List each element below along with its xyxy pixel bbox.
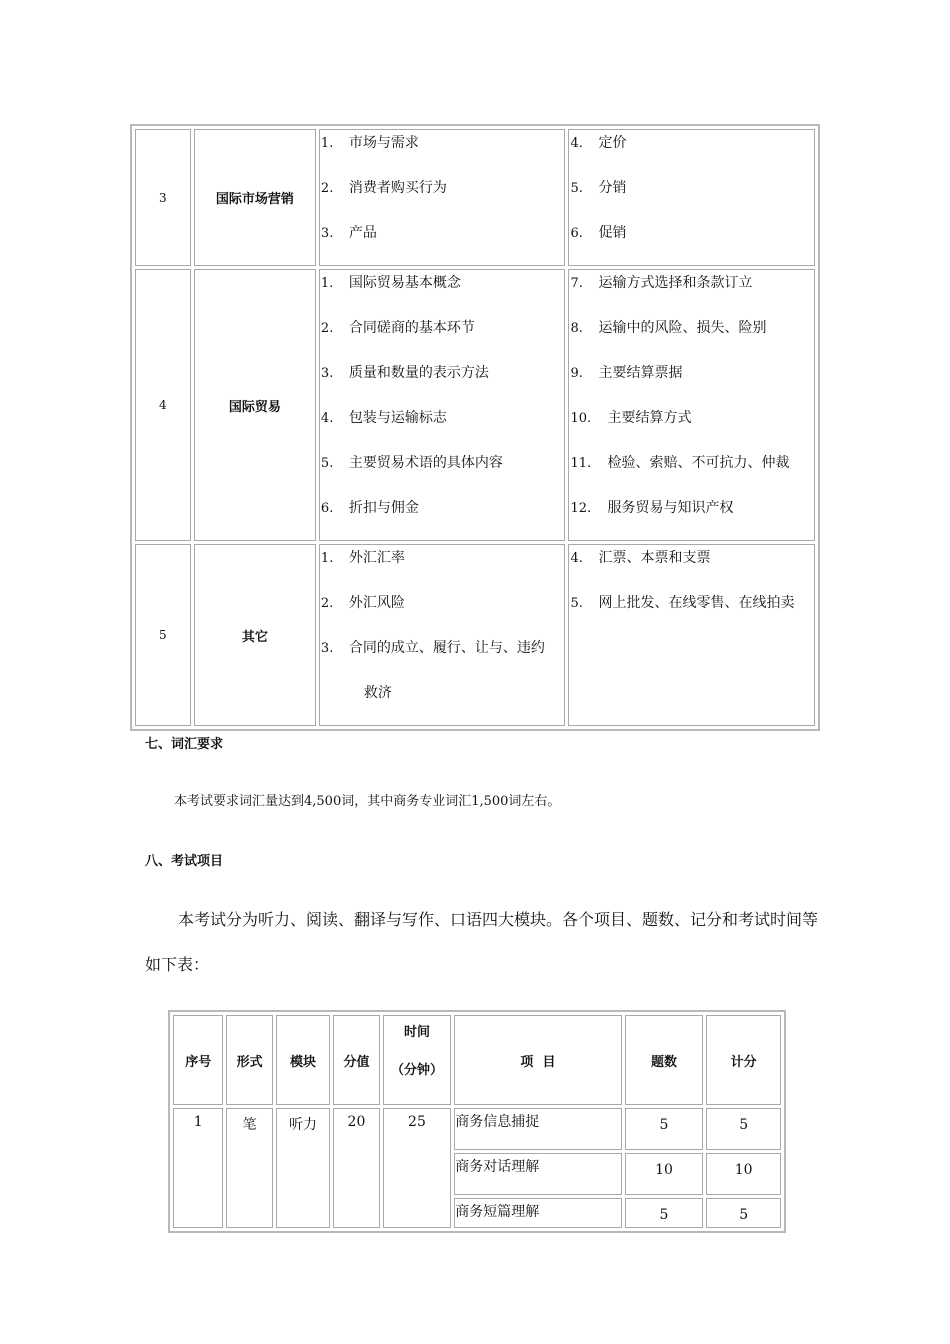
topic-item	[320, 545, 565, 590]
topic-text: 折扣与佣金	[348, 500, 419, 516]
topic-item	[569, 175, 814, 220]
syllabus-topics-right	[568, 129, 815, 266]
topic-text: 市场与需求	[348, 135, 419, 151]
exam-time-cell: 25	[383, 1108, 452, 1228]
exam-project-cell: 商务短篇理解	[454, 1198, 621, 1228]
syllabus-index-cell: 3	[135, 129, 191, 266]
topic-text: 主要结算方式	[607, 410, 692, 426]
syllabus-table	[130, 124, 820, 731]
exam-header-row	[173, 1015, 781, 1105]
topic-text: 包装与运输标志	[348, 410, 447, 426]
topic-text: 合同的成立、履行、让与、违约	[348, 640, 545, 656]
topic-item	[569, 220, 814, 265]
topic-text: 产品	[348, 225, 377, 241]
topic-item	[569, 450, 814, 495]
syllabus-topics-left	[319, 129, 566, 266]
exam-table	[168, 1010, 786, 1233]
header-time	[383, 1015, 452, 1105]
topic-number: 3.	[320, 366, 334, 381]
exam-project-cell: 商务对话理解	[454, 1153, 621, 1195]
topic-item	[320, 360, 565, 405]
topic-item	[320, 405, 565, 450]
topic-text: 救济	[363, 685, 392, 701]
topic-number: 4.	[570, 136, 583, 151]
topic-number: 1.	[320, 136, 334, 151]
topic-text: 服务贸易与知识产权	[607, 500, 734, 516]
topic-text: 质量和数量的表示方法	[348, 365, 489, 381]
topic-number: 4.	[570, 551, 583, 566]
topic-item	[320, 680, 565, 725]
section-7-text: 本考试要求词汇量达到4,500词，其中商务专业词汇1,500词左右。	[174, 794, 561, 809]
header-project-label: 项 目	[520, 1054, 556, 1070]
header-form: 形式	[226, 1015, 272, 1105]
exam-form-cell: 笔	[226, 1108, 272, 1228]
topic-item	[320, 315, 565, 360]
header-project	[454, 1015, 621, 1105]
section-8-heading: 八、考试项目	[145, 854, 224, 869]
syllabus-index-cell: 5	[135, 544, 191, 726]
exam-points-cell: 5	[706, 1198, 781, 1228]
topic-text: 检验、索赔、不可抗力、仲裁	[607, 455, 790, 471]
topic-text: 外汇汇率	[348, 550, 405, 566]
topic-number: 2.	[320, 321, 334, 336]
syllabus-topics-right	[568, 269, 815, 541]
topic-item	[569, 590, 814, 635]
topic-number: 3.	[320, 226, 334, 241]
topic-number: 11.	[570, 456, 592, 471]
topic-text: 促销	[598, 225, 627, 241]
header-index: 序号	[173, 1015, 223, 1105]
topic-text: 运输方式选择和条款订立	[598, 275, 753, 291]
topic-text: 网上批发、在线零售、在线拍卖	[598, 595, 795, 611]
topic-item	[569, 405, 814, 450]
syllabus-index-cell: 4	[135, 269, 191, 541]
topic-item	[320, 270, 565, 315]
exam-project-cell: 商务信息捕捉	[454, 1108, 621, 1150]
syllabus-topics-left	[319, 269, 566, 541]
header-score: 分值	[333, 1015, 379, 1105]
topic-item	[320, 495, 565, 540]
topic-text: 主要结算票据	[598, 365, 683, 381]
topic-number: 5.	[320, 456, 334, 471]
exam-count-cell: 5	[625, 1108, 704, 1150]
topic-number: 8.	[570, 321, 583, 336]
topic-item	[320, 635, 565, 680]
header-time-line1: 时间	[403, 1025, 430, 1040]
section-8-line2: 如下表：	[145, 955, 210, 974]
header-count: 题数	[625, 1015, 704, 1105]
exam-index-cell: 1	[173, 1108, 223, 1228]
header-points: 计分	[706, 1015, 781, 1105]
topic-text: 国际贸易基本概念	[348, 275, 461, 291]
header-module: 模块	[276, 1015, 330, 1105]
topic-item	[569, 130, 814, 175]
topic-item	[320, 175, 565, 220]
topic-number: 2.	[320, 596, 334, 611]
syllabus-topics-right	[568, 544, 815, 726]
topic-number: 7.	[570, 276, 583, 291]
topic-item	[569, 545, 814, 590]
section-8-line1: 本考试分为听力、阅读、翻译与写作、口语四大模块。各个项目、题数、记分和考试时间等	[178, 910, 819, 929]
topic-text: 合同磋商的基本环节	[348, 320, 475, 336]
exam-row	[173, 1108, 781, 1150]
topic-number: 6.	[320, 501, 334, 516]
syllabus-table-body	[135, 129, 815, 726]
topic-item	[569, 495, 814, 540]
topic-text: 定价	[598, 135, 627, 151]
topic-item	[569, 360, 814, 405]
exam-count-cell: 5	[625, 1198, 704, 1228]
syllabus-module-cell: 国际贸易	[194, 269, 316, 541]
exam-score-cell: 20	[333, 1108, 379, 1228]
syllabus-row	[135, 269, 815, 541]
topic-number: 2.	[320, 181, 334, 196]
topic-number: 12.	[570, 501, 592, 516]
topic-text: 外汇风险	[348, 595, 405, 611]
topic-text: 运输中的风险、损失、险别	[598, 320, 767, 336]
topic-number: 5.	[570, 181, 583, 196]
header-time-line2: （分钟）	[390, 1063, 443, 1078]
exam-points-cell: 5	[706, 1108, 781, 1150]
topic-item	[320, 450, 565, 495]
topic-number: 6.	[570, 226, 583, 241]
topic-number: 4.	[320, 411, 334, 426]
topic-text: 消费者购买行为	[348, 180, 447, 196]
exam-table-body	[173, 1108, 781, 1228]
exam-count-cell: 10	[625, 1153, 704, 1195]
syllabus-module-cell: 其它	[194, 544, 316, 726]
topic-item	[320, 130, 565, 175]
topic-number: 1.	[320, 551, 334, 566]
topic-number: 10.	[570, 411, 592, 426]
topic-number: 5.	[570, 596, 583, 611]
syllabus-module-cell: 国际市场营销	[194, 129, 316, 266]
exam-points-cell: 10	[706, 1153, 781, 1195]
topic-item	[569, 270, 814, 315]
topic-item	[320, 220, 565, 265]
topic-text: 汇票、本票和支票	[598, 550, 711, 566]
exam-module-cell: 听力	[276, 1108, 330, 1228]
syllabus-topics-left	[319, 544, 566, 726]
topic-text: 主要贸易术语的具体内容	[348, 455, 503, 471]
topic-number: 9.	[570, 366, 583, 381]
topic-text: 分销	[598, 180, 627, 196]
section-7-heading: 七、词汇要求	[145, 737, 224, 752]
topic-item	[569, 315, 814, 360]
syllabus-row	[135, 129, 815, 266]
topic-number: 3.	[320, 641, 334, 656]
topic-item	[320, 590, 565, 635]
topic-number: 1.	[320, 276, 334, 291]
syllabus-row	[135, 544, 815, 726]
